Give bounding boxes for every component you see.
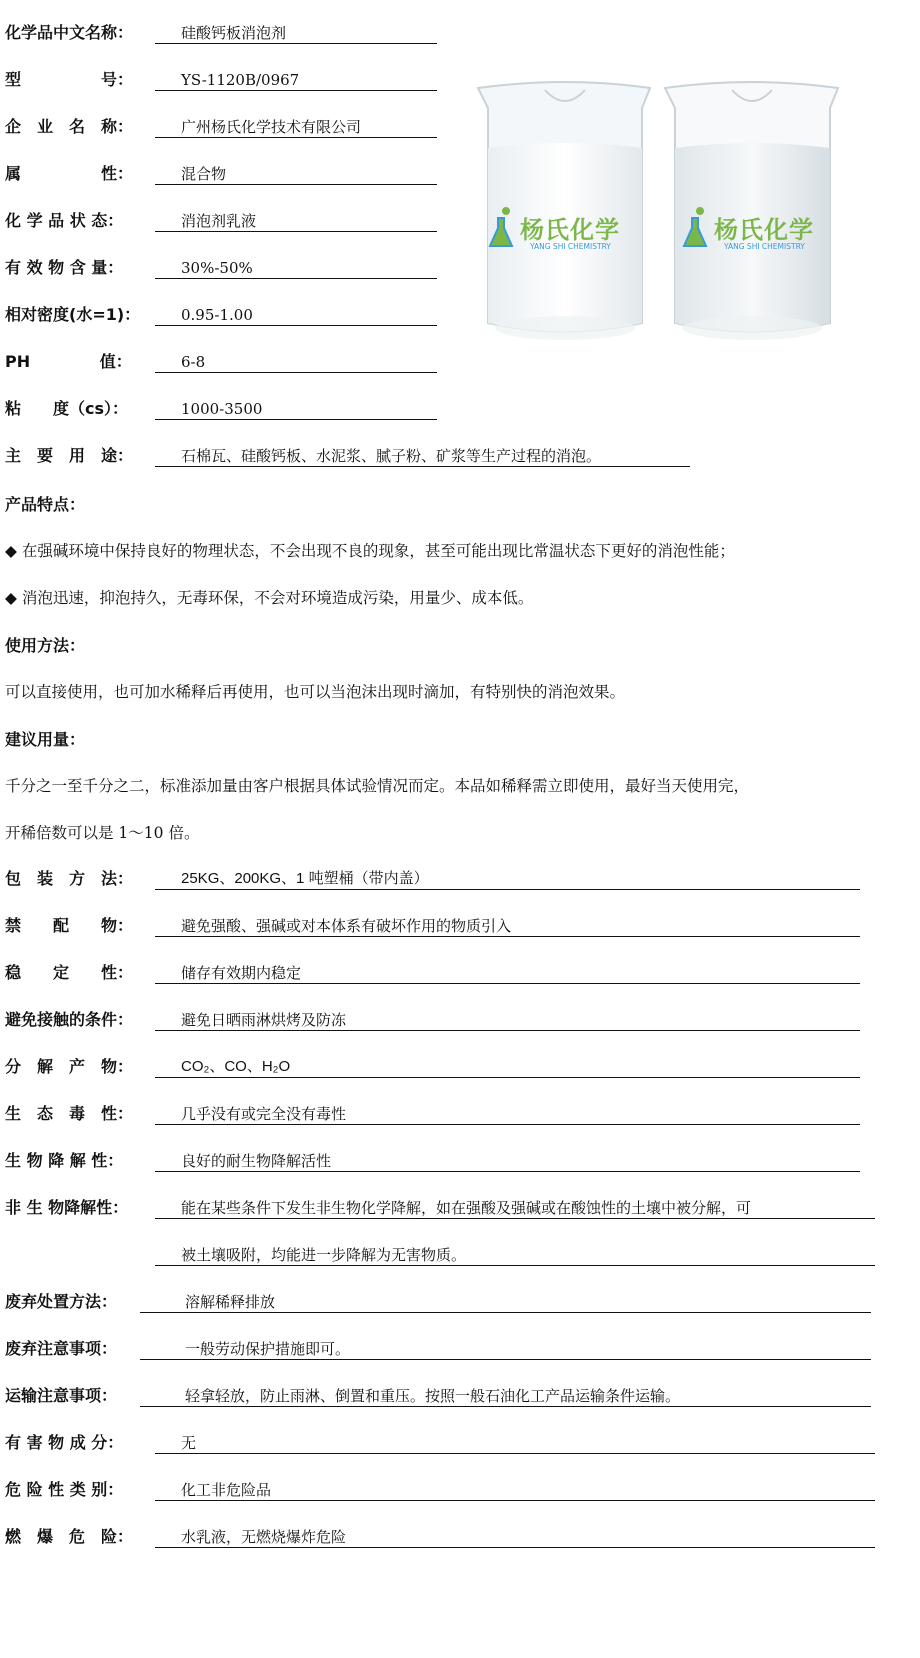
spec-value: 0.95-1.00 <box>155 302 437 326</box>
spec-label: 主 要 用 途： <box>5 446 134 465</box>
spec-value: 轻拿轻放，防止雨淋、倒置和重压。按照一般石油化工产品运输条件运输。 <box>140 1383 871 1407</box>
spec-label: 避免接触的条件： <box>5 1010 134 1029</box>
spec-label: 燃 爆 危 险： <box>5 1527 134 1546</box>
usage-text: 可以直接使用，也可加水稀释后再使用，也可以当泡沫出现时滴加，有特别快的消泡效果。 <box>5 683 626 701</box>
spec-value: 无 <box>155 1430 875 1454</box>
spec-label: 废弃注意事项： <box>5 1339 118 1358</box>
spec-label: 属 性： <box>5 164 134 183</box>
spec-value: 30%-50% <box>155 255 437 279</box>
feature-item: ◆ 在强碱环境中保持良好的物理状态，不会出现不良的现象，甚至可能出现比常温状态下更好的消泡性能； <box>5 542 735 560</box>
spec-label: 型 号： <box>5 70 134 89</box>
spec-label: PH 值： <box>5 352 132 371</box>
spec-label: 包 装 方 法： <box>5 869 134 888</box>
logo-right-sub: YANG SHI CHEMISTRY <box>724 242 805 251</box>
usage-title: 使用方法： <box>5 636 86 655</box>
spec-value: 25KG、200KG、1 吨塑桶（带内盖） <box>155 866 860 890</box>
spec-label: 生 物 降 解 性： <box>5 1151 124 1170</box>
spec-label: 非 生 物降解性： <box>5 1198 129 1217</box>
spec-value: 良好的耐生物降解活性 <box>155 1148 860 1172</box>
spec-value: 一般劳动保护措施即可。 <box>140 1336 871 1360</box>
spec-label: 废弃处置方法： <box>5 1292 118 1311</box>
logo-right-name: 杨氏化学 <box>714 216 814 244</box>
features-title: 产品特点： <box>5 495 86 514</box>
spec-value: 储存有效期内稳定 <box>155 960 860 984</box>
spec-value: 被土壤吸附，均能进一步降解为无害物质。 <box>155 1242 875 1266</box>
spec-label: 分 解 产 物： <box>5 1057 134 1076</box>
spec-value: CO₂、CO、H₂O <box>155 1054 860 1078</box>
spec-value: 水乳液，无燃烧爆炸危险 <box>155 1524 875 1548</box>
spec-value: 避免强酸、强碱或对本体系有破坏作用的物质引入 <box>155 913 860 937</box>
spec-value: YS-1120B/0967 <box>155 67 437 91</box>
spec-value: 避免日晒雨淋烘烤及防冻 <box>155 1007 860 1031</box>
spec-label: 化 学 品 状 态： <box>5 211 124 230</box>
spec-label: 禁 配 物： <box>5 916 134 935</box>
feature-item: ◆ 消泡迅速，抑泡持久，无毒环保，不会对环境造成污染，用量少、成本低。 <box>5 589 534 607</box>
dosage-title: 建议用量： <box>5 730 86 749</box>
spec-label: 有 害 物 成 分： <box>5 1433 124 1452</box>
spec-value: 硅酸钙板消泡剂 <box>155 20 437 44</box>
spec-value: 消泡剂乳液 <box>155 208 437 232</box>
spec-value: 化工非危险品 <box>155 1477 875 1501</box>
spec-label: 稳 定 性： <box>5 963 134 982</box>
spec-value: 1000-3500 <box>155 396 437 420</box>
spec-label: 危 险 性 类 别： <box>5 1480 124 1499</box>
spec-value: 能在某些条件下发生非生物化学降解，如在强酸及强碱或在酸蚀性的土壤中被分解，可 <box>155 1195 875 1219</box>
logo-left-sub: YANG SHI CHEMISTRY <box>530 242 611 251</box>
spec-value: 广州杨氏化学技术有限公司 <box>155 114 437 138</box>
spec-label: 化学品中文名称： <box>5 23 134 42</box>
spec-value: 几乎没有或完全没有毒性 <box>155 1101 860 1125</box>
spec-label: 企 业 名 称： <box>5 117 134 136</box>
dosage-text-line1: 千分之一至千分之二，标准添加量由客户根据具体试验情况而定。本品如稀释需立即使用，最好当天使用完， <box>5 777 750 795</box>
spec-label: 粘 度（cs）： <box>5 399 129 418</box>
spec-value: 溶解稀释排放 <box>140 1289 871 1313</box>
dosage-text-line2: 开稀倍数可以是 1～10 倍。 <box>5 824 200 842</box>
spec-label: 生 态 毒 性： <box>5 1104 134 1123</box>
spec-label: 运输注意事项： <box>5 1386 118 1405</box>
product-photo <box>470 68 850 368</box>
logo-left-name: 杨氏化学 <box>520 216 620 244</box>
spec-value: 石棉瓦、硅酸钙板、水泥浆、腻子粉、矿浆等生产过程的消泡。 <box>155 443 690 467</box>
spec-value: 混合物 <box>155 161 437 185</box>
spec-value: 6-8 <box>155 349 437 373</box>
spec-label: 有 效 物 含 量： <box>5 258 124 277</box>
spec-label: 相对密度(水=1)： <box>5 305 141 324</box>
